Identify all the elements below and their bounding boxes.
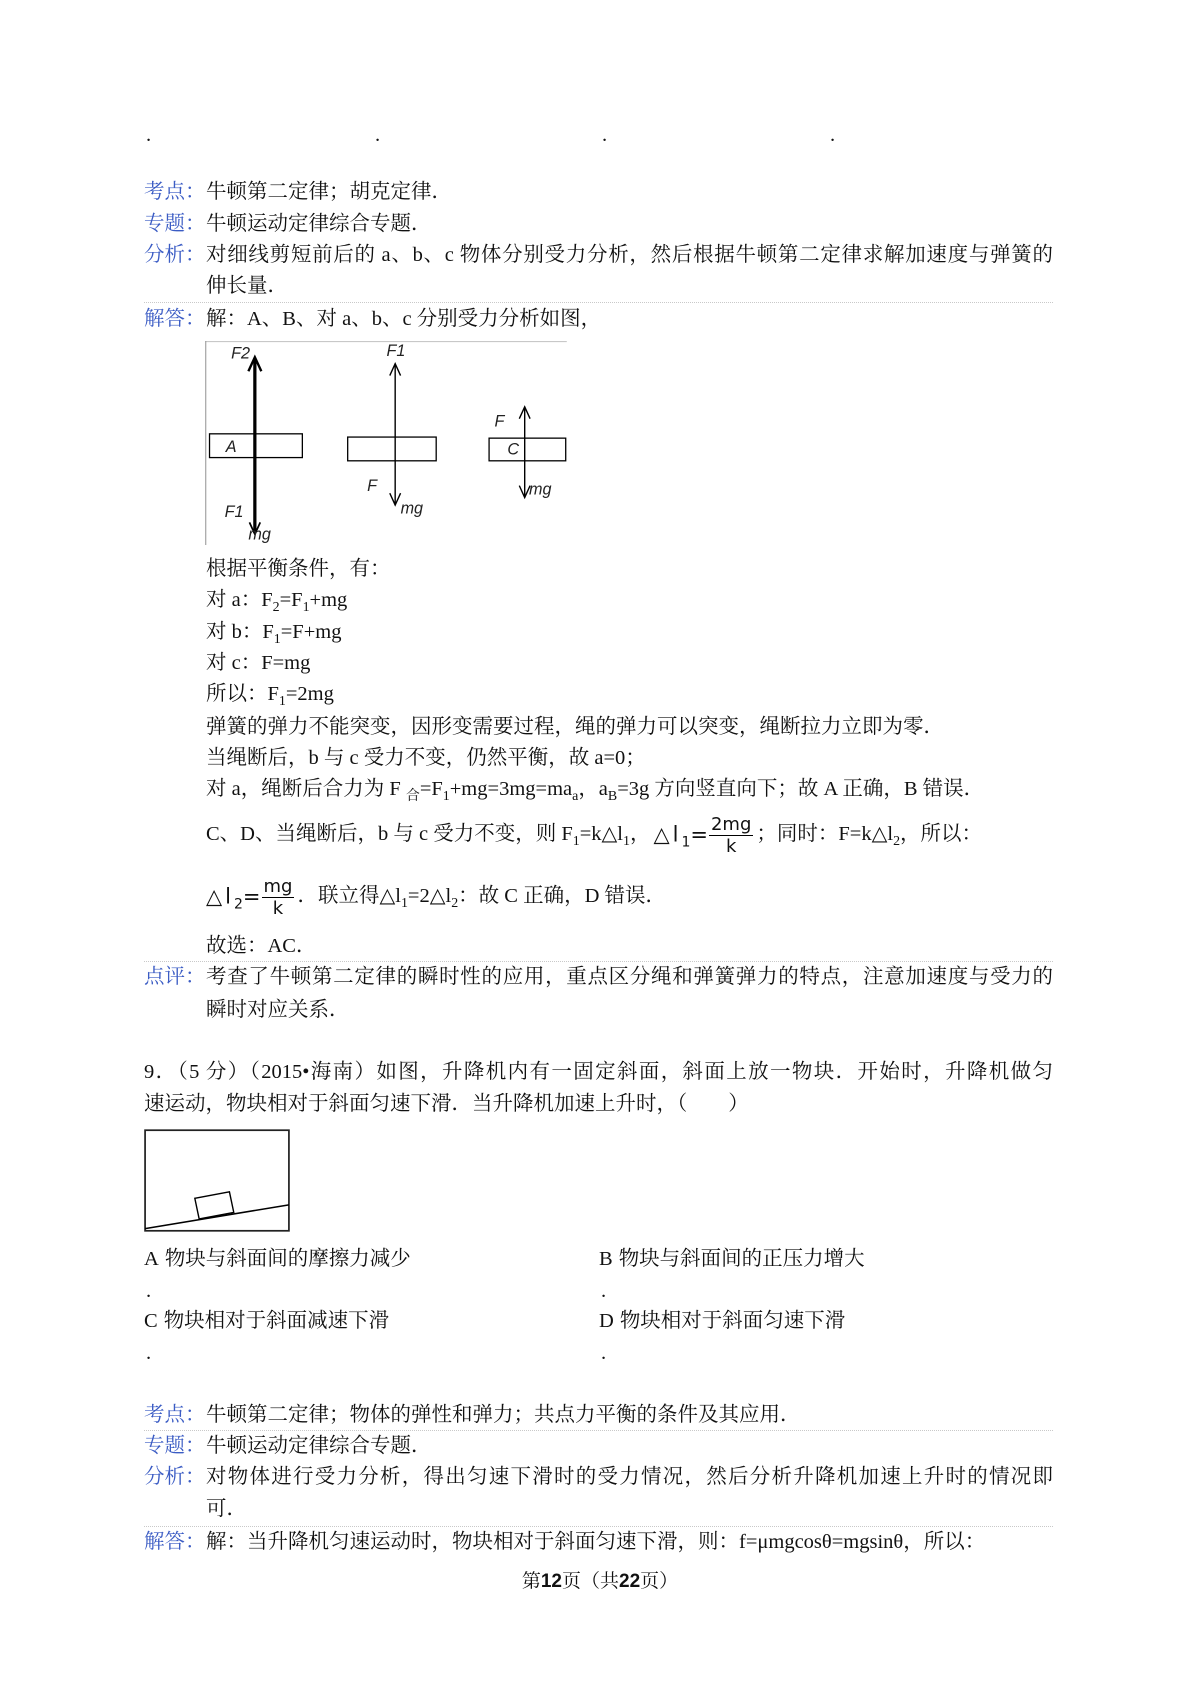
formula-segment: ，	[629, 823, 651, 845]
fraction-equals: =	[242, 884, 261, 909]
label-mg-b: mg	[400, 499, 424, 518]
dianping-label: 点评：	[144, 966, 206, 988]
kaodian-text: 牛顿第二定律；物体的弹性和弹力；共点力平衡的条件及其应用．	[206, 1404, 801, 1426]
option-dot: .	[146, 1342, 152, 1364]
formula-segment: ．联立得△l	[297, 885, 401, 907]
formula-segment: ，所以：	[900, 823, 983, 845]
footer-text: 页（共	[561, 1571, 619, 1592]
option-letter: C	[144, 1310, 158, 1332]
q9-jieda-row	[144, 1527, 985, 1557]
label-f-b: F	[367, 477, 378, 496]
formula-segment: =F	[279, 589, 303, 611]
formula-segment: 对 b：F	[206, 621, 274, 643]
subscript: 1	[278, 694, 286, 710]
fraction-subscript: 1	[681, 834, 691, 851]
q8-kaodian-row	[144, 177, 452, 207]
equation-c: 对 c：F=mg	[206, 652, 311, 674]
option-b	[599, 1244, 865, 1274]
formula-segment: 对 a，绳断后合力为 F	[206, 778, 406, 800]
option-text: 物块相对于斜面匀速下滑	[619, 1310, 846, 1332]
kaodian-label: 考点：	[144, 181, 206, 203]
elevator-incline-figure	[144, 1129, 290, 1232]
label-block-c: C	[507, 440, 520, 459]
label-f-c: F	[494, 412, 505, 431]
subscript: a	[572, 789, 579, 805]
page-number: 12	[540, 1571, 562, 1592]
zhuanti-label: 专题：	[144, 1435, 206, 1457]
formula-segment: =k△l	[579, 823, 623, 845]
jieda-label: 解答：	[144, 1531, 206, 1553]
formula-segment: 对 a：F	[206, 589, 273, 611]
label-block-a: A	[225, 438, 237, 457]
dotted-separator	[144, 302, 1053, 303]
label-mg-a: mg	[248, 525, 271, 544]
label-f2: F2	[231, 344, 251, 363]
subscript: 2	[893, 834, 901, 850]
label-f1-a: F1	[224, 502, 244, 521]
subscript: B	[607, 789, 618, 805]
zhuanti-text: 牛顿运动定律综合专题．	[206, 213, 432, 235]
subscript: 1	[572, 834, 580, 850]
cd-line	[206, 809, 982, 859]
jieda-text: 解：当升降机匀速运动时，物块相对于斜面匀速下滑，则：f=μmgcosθ=mgsinθ，所以：	[206, 1531, 986, 1553]
footer-text: 第	[521, 1571, 541, 1592]
option-dot: .	[830, 124, 836, 146]
subscript: 合	[405, 789, 420, 805]
fenxi-text: 对细线剪短前后的 a、b、c 物体分别受力分析，然后根据牛顿第二定律求解加速度与弹簧的	[206, 244, 1053, 266]
option-letter: A	[144, 1248, 159, 1270]
after-cut-text: 当绳断后，b 与 c 受力不变，仍然平衡，故 a=0；	[206, 747, 646, 769]
jieda-label: 解答：	[144, 308, 206, 330]
equation-a	[206, 585, 347, 615]
fraction-denominator: k	[725, 835, 737, 857]
option-a	[144, 1244, 411, 1274]
option-text: 物块与斜面间的摩擦力减少	[164, 1248, 411, 1270]
fraction-equals: =	[690, 822, 708, 847]
option-text: 物块与斜面间的正压力增大	[618, 1248, 865, 1270]
acceleration-a	[206, 774, 984, 804]
q8-fenxi-row	[144, 240, 1053, 270]
spring-note: 弹簧的弹力不能突变，因形变需要过程，绳的弹力可以突变，绳断拉力立即为零．	[206, 716, 944, 738]
label-mg-c: mg	[529, 480, 552, 499]
formula-segment: ，a	[578, 778, 608, 800]
option-letter: D	[599, 1310, 614, 1332]
balance-text: 根据平衡条件，有：	[206, 558, 391, 580]
fraction	[709, 814, 753, 857]
option-d	[599, 1306, 845, 1336]
kaodian-text: 牛顿第二定律；胡克定律．	[206, 181, 452, 203]
subscript: 2	[272, 600, 280, 616]
kaodian-label: 考点：	[144, 1404, 206, 1426]
option-c	[144, 1306, 389, 1336]
fraction-formula	[653, 814, 753, 857]
q9-kaodian-row	[144, 1400, 801, 1430]
equation-sum	[206, 679, 334, 709]
formula-segment: +mg	[309, 589, 348, 611]
fraction-formula	[206, 876, 294, 919]
equation-b	[206, 617, 341, 647]
formula-segment: +mg=3mg=ma	[449, 778, 573, 800]
q9-zhuanti-row	[144, 1431, 432, 1461]
subscript: 1	[442, 789, 450, 805]
zhuanti-text: 牛顿运动定律综合专题．	[206, 1435, 432, 1457]
subscript: 1	[273, 632, 281, 648]
fraction-lhs: △l	[206, 884, 234, 909]
option-dot: .	[601, 1280, 607, 1302]
dianping-text-continued: 瞬时对应关系．	[206, 999, 350, 1021]
force-diagram	[205, 341, 567, 545]
q9-stem-continued: 速运动，物块相对于斜面匀速下滑．当升降机加速上升时，（ ）	[144, 1093, 749, 1115]
block-b	[348, 437, 437, 461]
q8-dianping-row	[144, 962, 1053, 992]
fenxi-text: 对物体进行受力分析，得出匀速下滑时的受力情况，然后分析升降机加速上升时的情况即	[206, 1466, 1053, 1488]
option-dot: .	[375, 124, 381, 146]
fraction-denominator: k	[272, 897, 284, 919]
formula-segment: 所以：F	[206, 683, 279, 705]
formula-segment: C、D、当绳断后，b 与 c 受力不变，则 F	[206, 823, 573, 845]
fenxi-text-continued: 伸长量．	[206, 275, 288, 297]
q8-jieda-row	[144, 304, 601, 334]
jieda-intro: 解：A、B、对 a、b、c 分别受力分析如图，	[206, 308, 602, 330]
block-c	[489, 438, 566, 461]
fraction-numerator: 2mg	[710, 813, 752, 835]
formula-segment: ：故 C 正确，D 错误．	[458, 885, 667, 907]
fraction-numerator: mg	[263, 875, 293, 897]
subscript: 2	[451, 896, 459, 912]
option-dot: .	[146, 124, 152, 146]
answer-choice: 故选：AC．	[206, 935, 317, 957]
fraction-subscript: 2	[233, 896, 243, 913]
option-dot: .	[146, 1280, 152, 1302]
formula-segment: =F	[419, 778, 443, 800]
fenxi-label: 分析：	[144, 244, 206, 266]
dianping-text: 考查了牛顿第二定律的瞬时性的应用，重点区分绳和弹簧弹力的特点，注意加速度与受力的	[206, 966, 1053, 988]
page-footer	[0, 1567, 1200, 1597]
q9-stem-line: 9．（5 分）（2015•海南）如图，升降机内有一固定斜面，斜面上放一物块．开始时，升降机做匀	[144, 1061, 1053, 1083]
q9-stem	[144, 1057, 1053, 1087]
formula-segment: ；同时：F=k△l	[756, 823, 894, 845]
zhuanti-label: 专题：	[144, 213, 206, 235]
footer-text: 页）	[640, 1571, 679, 1592]
fenxi-text-continued: 可．	[206, 1498, 247, 1520]
formula-segment: =2mg	[285, 683, 334, 705]
fraction	[262, 876, 295, 919]
option-letter: B	[599, 1248, 613, 1270]
option-text: 物块相对于斜面减速下滑	[163, 1310, 390, 1332]
q8-zhuanti-row	[144, 209, 432, 239]
formula-segment: =2△l	[407, 885, 452, 907]
option-dot: .	[601, 1342, 607, 1364]
subscript: 1	[400, 896, 408, 912]
formula-segment: =3g 方向竖直向下；故 A 正确，B 错误．	[617, 778, 985, 800]
dl2-line	[206, 871, 666, 921]
subscript: 1	[302, 600, 310, 616]
formula-segment: =F+mg	[280, 621, 342, 643]
fraction-lhs: △l	[653, 822, 682, 847]
subscript: 1	[622, 834, 630, 850]
label-f1-b: F1	[386, 342, 406, 361]
page-total: 22	[619, 1571, 641, 1592]
fenxi-label: 分析：	[144, 1466, 206, 1488]
q9-fenxi-row	[144, 1462, 1053, 1492]
option-dot: .	[602, 124, 608, 146]
